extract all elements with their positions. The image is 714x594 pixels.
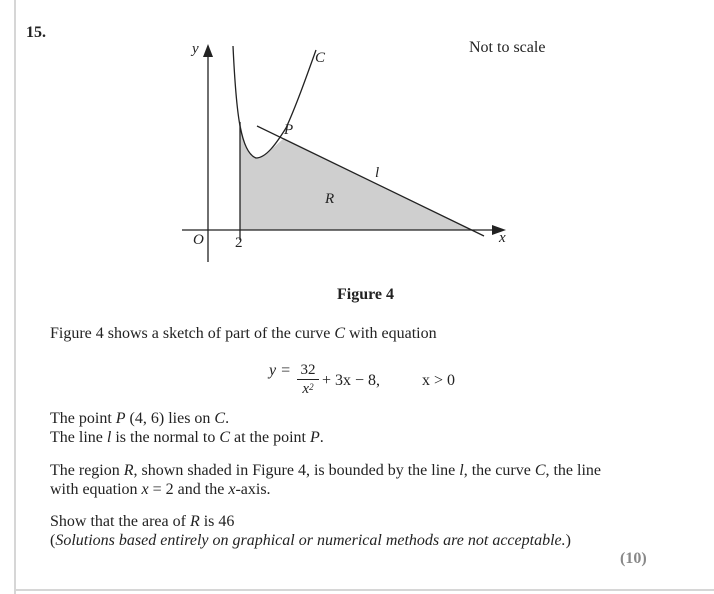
curve-c bbox=[233, 46, 316, 158]
line-l-label: l bbox=[375, 165, 380, 181]
point-statement: The point P (4, 6) lies on C. bbox=[50, 410, 230, 427]
equation-lhs: y = bbox=[269, 362, 291, 379]
equation-fraction bbox=[297, 362, 319, 397]
x-tick-label-2: 2 bbox=[235, 235, 243, 251]
not-to-scale-note: Not to scale bbox=[469, 39, 546, 56]
figure-caption: Figure 4 bbox=[337, 286, 395, 303]
question-number: 15. bbox=[26, 24, 46, 41]
normal-statement: The line l is the normal to C at the point P. bbox=[50, 429, 324, 446]
fraction-denominator: $x^2$ bbox=[302, 381, 314, 397]
fraction-bar bbox=[297, 379, 319, 380]
marks-allocation: (10) bbox=[620, 550, 647, 567]
task-statement: Show that the area of R is 46 bbox=[50, 513, 235, 530]
region-statement-line-1: The region R, shown shaded in Figure 4, is bounded by the line l, the curve C, the line bbox=[50, 462, 602, 479]
equation-condition: x > 0 bbox=[422, 372, 456, 389]
point-p-label: P bbox=[284, 122, 294, 138]
y-axis-arrow bbox=[203, 44, 213, 57]
region-r-label: R bbox=[325, 191, 335, 207]
curve-c-label: C bbox=[315, 50, 326, 66]
origin-label: O bbox=[193, 232, 204, 248]
intro-text: Figure 4 shows a sketch of part of the curve C with equation bbox=[50, 325, 437, 342]
fraction-numerator: 32 bbox=[300, 362, 316, 378]
y-axis-label: y bbox=[192, 41, 199, 57]
method-caveat: (Solutions based entirely on graphical or numerical methods are not acceptable.) bbox=[50, 532, 571, 549]
region-statement-line-2: with equation x = 2 and the x-axis. bbox=[50, 481, 271, 498]
equation-rest: + 3x − 8, bbox=[322, 372, 381, 389]
x-axis-label: x bbox=[499, 230, 506, 246]
page-bottom-border bbox=[14, 589, 714, 591]
